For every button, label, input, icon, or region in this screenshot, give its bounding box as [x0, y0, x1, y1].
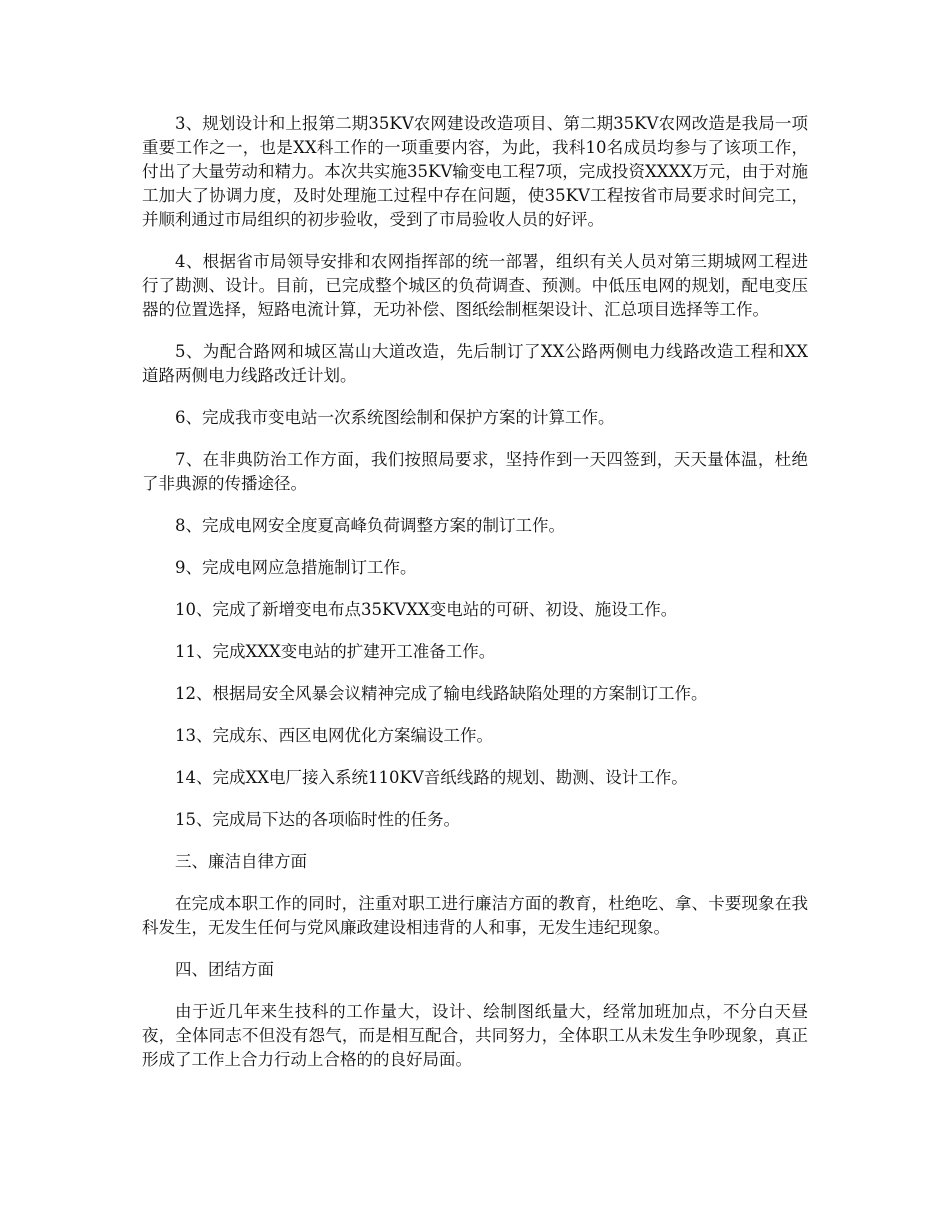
paragraph-item-7: 7、在非典防治工作方面，我们按照局要求，坚持作到一天四签到，天天量体温，杜绝了非典源的传播途径。	[142, 450, 808, 493]
paragraph-item-12: 12、根据局安全风暴会议精神完成了输电线路缺陷处理的方案制订工作。	[175, 684, 708, 703]
paragraph-item-3: 3、规划设计和上报第二期35KV农网建设改造项目、第二期35KV农网改造是我局一项重要工作之一，也是XX科工作的一项重要内容，为此，我科10名成员均参与了该项工作，付出了大量劳动和精力。本次共实施35KV输变电工程7项，完成投资XXXX万元，由于对施工加大了协调力度，及时处理施工过程中存在问题，使35KV工程按省市局要求时间完工，并顺利通过市局组织的初步验收，受到了市局验收人员的好评。	[142, 114, 808, 229]
section-heading-integrity: 三、廉洁自律方面	[175, 852, 307, 871]
document-body	[142, 112, 808, 1090]
paragraph-item-9: 9、完成电网应急措施制订工作。	[175, 558, 417, 577]
paragraph-item-11: 11、完成XXX变电站的扩建开工准备工作。	[175, 642, 496, 661]
paragraph-item-15: 15、完成局下达的各项临时性的任务。	[175, 810, 460, 829]
section-heading-unity: 四、团结方面	[175, 960, 274, 979]
paragraph-item-5: 5、为配合路网和城区嵩山大道改造，先后制订了XX公路两侧电力线路改造工程和XX道路两侧电力线路改迁计划。	[142, 342, 808, 385]
paragraph-unity: 由于近几年来生技科的工作量大，设计、绘制图纸量大，经常加班加点，不分白天昼夜，全体同志不但没有怨气，而是相互配合，共同努力，全体职工从未发生争吵现象，真正形成了工作上合力行动上合格的的良好局面。	[142, 1002, 808, 1069]
paragraph-item-14: 14、完成XX电厂接入系统110KV音纸线路的规划、勘测、设计工作。	[175, 768, 688, 787]
paragraph-integrity: 在完成本职工作的同时，注重对职工进行廉洁方面的教育，杜绝吃、拿、卡要现象在我科发生，无发生任何与党风廉政建设相违背的人和事，无发生违纪现象。	[142, 894, 808, 937]
paragraph-item-8: 8、完成电网安全度夏高峰负荷调整方案的制订工作。	[175, 516, 565, 535]
paragraph-item-4: 4、根据省市局领导安排和农网指挥部的统一部署，组织有关人员对第三期城网工程进行了勘测、设计。目前，已完成整个城区的负荷调查、预测。中低压电网的规划，配电变压器的位置选择，短路电流计算，无功补偿、图纸绘制框架设计、汇总项目选择等工作。	[142, 252, 808, 319]
paragraph-item-10: 10、完成了新增变电布点35KVXX变电站的可研、初设、施设工作。	[175, 600, 678, 619]
paragraph-item-6: 6、完成我市变电站一次系统图绘制和保护方案的计算工作。	[175, 408, 615, 427]
paragraph-item-13: 13、完成东、西区电网优化方案编设工作。	[175, 726, 493, 745]
